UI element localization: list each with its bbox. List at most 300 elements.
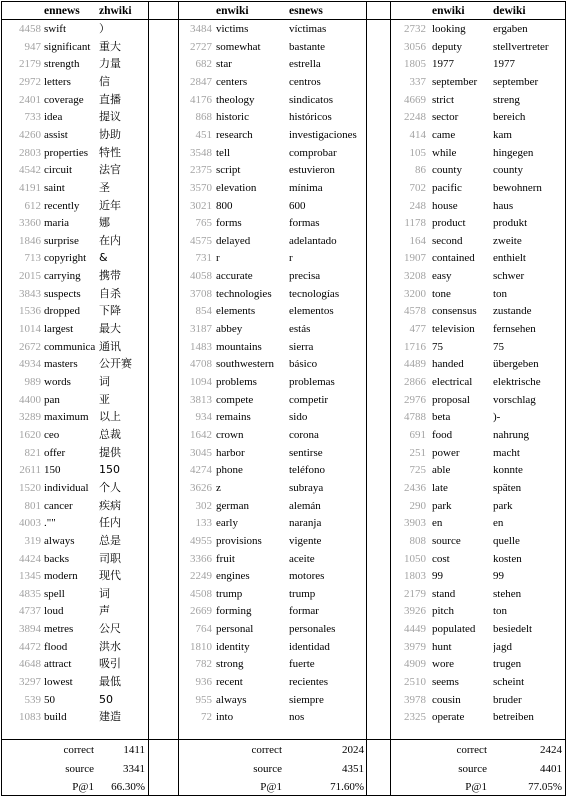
word-rank: 934 xyxy=(195,411,212,424)
source-word: recently xyxy=(44,199,80,212)
source-word: delayed xyxy=(216,234,251,247)
translation-word: september xyxy=(493,75,539,88)
word-rank: 4737 xyxy=(19,605,41,618)
translation-word: übergeben xyxy=(493,358,539,371)
word-rank: 4708 xyxy=(190,358,212,371)
stat-label-p1: P@1 xyxy=(72,781,94,793)
translation-word: 提议 xyxy=(99,110,121,124)
source-word: german xyxy=(216,499,249,512)
source-word: properties xyxy=(44,146,88,159)
word-rank: 3297 xyxy=(19,676,41,689)
translation-word: nos xyxy=(289,711,305,724)
word-rank: 3843 xyxy=(19,287,41,300)
translation-word: estrella xyxy=(289,58,321,71)
source-word: strong xyxy=(216,658,244,671)
translation-word: estuvieron xyxy=(289,164,335,177)
translation-word: )- xyxy=(493,411,501,424)
translation-word: 99 xyxy=(493,570,504,583)
source-word: ceo xyxy=(44,428,60,441)
translation-word: trugen xyxy=(493,658,522,671)
translation-word: 总裁 xyxy=(99,427,121,441)
source-word: cousin xyxy=(432,693,461,706)
translation-word: 法官 xyxy=(99,163,121,177)
translation-word: 600 xyxy=(289,199,306,212)
source-word: power xyxy=(432,446,460,459)
translation-word: 携带 xyxy=(99,269,121,283)
translation-word: 公尺 xyxy=(99,622,121,636)
word-rank: 2866 xyxy=(404,376,426,388)
source-word: loud xyxy=(44,605,64,618)
translation-word: 近年 xyxy=(99,198,121,212)
word-rank: 4909 xyxy=(404,658,426,671)
translation-word: fuerte xyxy=(289,658,315,671)
source-word: tone xyxy=(432,287,451,300)
translation-word: formas xyxy=(289,217,320,230)
source-word: house xyxy=(432,199,458,212)
word-rank: 1642 xyxy=(190,428,212,441)
source-word: hunt xyxy=(432,640,452,653)
word-rank: 3979 xyxy=(404,640,426,653)
translation-word: ergaben xyxy=(493,23,528,35)
source-word: while xyxy=(432,146,457,159)
target-language-header: esnews xyxy=(289,5,323,17)
word-rank: 4934 xyxy=(19,358,41,371)
word-rank: 105 xyxy=(409,146,426,159)
translation-word: 声 xyxy=(99,604,110,618)
source-language-header: ennews xyxy=(44,5,80,17)
source-word: came xyxy=(432,128,456,141)
translation-word: zweite xyxy=(493,234,522,247)
source-word: television xyxy=(432,323,475,336)
translation-word: 下降 xyxy=(99,304,121,318)
translation-word: problemas xyxy=(289,376,335,388)
source-word: centers xyxy=(216,75,248,88)
stat-value-correct: 2024 xyxy=(342,744,364,756)
source-word: september xyxy=(432,75,478,88)
word-rank: 1620 xyxy=(19,428,41,441)
word-rank: 1483 xyxy=(190,340,212,353)
translation-word: sindicatos xyxy=(289,93,333,106)
stat-label-correct: correct xyxy=(456,744,487,756)
source-word: proposal xyxy=(432,393,470,406)
source-word: spell xyxy=(44,587,65,600)
translation-word: 个人 xyxy=(99,480,121,494)
translation-word: 现代 xyxy=(99,569,121,583)
stat-label-p1: P@1 xyxy=(465,781,487,793)
word-rank: 4835 xyxy=(19,587,41,600)
word-rank: 3894 xyxy=(19,623,41,636)
source-word: stand xyxy=(432,587,456,600)
word-rank: 3926 xyxy=(404,605,426,618)
source-word: abbey xyxy=(216,323,243,336)
word-rank: 3366 xyxy=(190,552,212,565)
source-word: identity xyxy=(216,640,250,653)
word-rank: 2672 xyxy=(19,340,41,353)
word-rank: 4788 xyxy=(404,411,426,424)
word-rank: 989 xyxy=(24,376,41,388)
word-rank: 4449 xyxy=(404,623,426,636)
translation-word: 公开赛 xyxy=(99,357,132,371)
word-rank: 2732 xyxy=(404,23,426,35)
source-word: en xyxy=(432,517,443,530)
translation-word: sierra xyxy=(289,340,314,353)
source-word: compete xyxy=(216,393,254,406)
word-rank: 319 xyxy=(24,534,41,547)
word-rank: 2179 xyxy=(19,58,41,71)
source-word: suspects xyxy=(44,287,81,300)
source-word: always xyxy=(44,534,75,547)
word-rank: 251 xyxy=(409,446,426,459)
source-word: remains xyxy=(216,411,251,424)
word-rank: 248 xyxy=(409,199,426,212)
word-rank: 4648 xyxy=(19,658,41,671)
word-rank: 3187 xyxy=(190,323,212,336)
stat-value-correct: 1411 xyxy=(123,744,145,756)
word-rank: 2510 xyxy=(404,676,426,689)
stat-label-source: source xyxy=(458,763,487,775)
translation-word: bewohnern xyxy=(493,181,542,194)
translation-word: 特性 xyxy=(99,145,121,159)
word-rank: 2847 xyxy=(190,75,212,88)
translation-word: ） xyxy=(99,22,110,35)
word-rank: 733 xyxy=(24,111,41,124)
translation-word: 娜 xyxy=(99,216,110,230)
source-word: attract xyxy=(44,658,72,671)
word-rank: 1907 xyxy=(404,252,426,265)
translation-word: 吸引 xyxy=(99,657,121,671)
translation-word: 最大 xyxy=(99,322,121,336)
source-word: coverage xyxy=(44,93,84,106)
source-word: forms xyxy=(216,217,242,230)
source-word: 75 xyxy=(432,340,443,353)
translation-word: bereich xyxy=(493,111,526,124)
stat-value-source: 4401 xyxy=(540,763,562,775)
word-rank: 414 xyxy=(409,128,426,141)
word-rank: 3813 xyxy=(190,393,212,406)
word-rank: 4508 xyxy=(190,587,212,600)
word-rank: 4669 xyxy=(404,93,426,106)
translation-word: 协助 xyxy=(99,127,121,141)
source-word: historic xyxy=(216,111,249,124)
word-rank: 4400 xyxy=(19,393,41,406)
word-rank: 477 xyxy=(409,323,426,336)
stat-label-p1: P@1 xyxy=(260,781,282,793)
source-word: elements xyxy=(216,305,256,318)
stat-label-source: source xyxy=(253,763,282,775)
word-rank: 2972 xyxy=(19,75,41,88)
stat-value-p1: 77.05% xyxy=(528,781,562,793)
translation-word: 疾病 xyxy=(99,498,121,512)
source-word: populated xyxy=(432,623,476,636)
word-rank: 3045 xyxy=(190,446,212,459)
source-word: engines xyxy=(216,570,250,583)
word-rank: 3903 xyxy=(404,517,426,530)
translation-word: & xyxy=(99,251,108,265)
word-rank: 133 xyxy=(195,517,212,530)
translation-word: konnte xyxy=(493,464,523,477)
word-rank: 4003 xyxy=(19,517,41,530)
source-word: build xyxy=(44,711,67,724)
source-word: surprise xyxy=(44,234,79,247)
source-word: consensus xyxy=(432,305,477,318)
word-rank: 4458 xyxy=(19,23,41,35)
word-rank: 539 xyxy=(24,693,41,706)
translation-word: besiedelt xyxy=(493,623,533,636)
translation-word: 提供 xyxy=(99,445,121,459)
translation-word: 洪水 xyxy=(99,639,121,653)
translation-word: quelle xyxy=(493,534,520,547)
translation-word: county xyxy=(493,164,523,177)
translation-word: scheint xyxy=(493,676,525,689)
source-word: park xyxy=(432,499,452,512)
word-rank: 725 xyxy=(409,464,426,477)
translation-word: jagd xyxy=(493,640,512,653)
translation-word: ton xyxy=(493,287,508,300)
word-rank: 3200 xyxy=(404,287,426,300)
source-word: sector xyxy=(432,111,459,124)
translation-word: nahrung xyxy=(493,428,530,441)
translation-word: 信 xyxy=(99,74,110,88)
source-word: food xyxy=(432,428,453,441)
word-rank: 765 xyxy=(195,217,212,230)
translation-word: vorschlag xyxy=(493,393,536,406)
source-word: 99 xyxy=(432,570,443,583)
source-word: operate xyxy=(432,711,465,724)
translation-word: 以上 xyxy=(99,410,121,424)
translation-word: 总是 xyxy=(99,533,121,547)
translation-word: investigaciones xyxy=(289,128,357,141)
source-word: strength xyxy=(44,58,80,71)
word-rank: 4424 xyxy=(19,552,41,565)
source-word: 1977 xyxy=(432,58,454,71)
word-rank: 3360 xyxy=(19,217,41,230)
word-rank: 1520 xyxy=(19,481,41,494)
source-word: mountains xyxy=(216,340,262,353)
source-word: problems xyxy=(216,376,257,388)
translation-word: formar xyxy=(289,605,319,618)
word-rank: 3056 xyxy=(404,40,426,53)
translation-word: 在内 xyxy=(99,233,121,247)
word-rank: 2436 xyxy=(404,481,426,494)
stat-value-correct: 2424 xyxy=(540,744,562,756)
word-rank: 2611 xyxy=(19,464,41,477)
word-rank: 1803 xyxy=(404,570,426,583)
source-word: modern xyxy=(44,570,78,583)
stat-label-source: source xyxy=(65,763,94,775)
translation-word: elementos xyxy=(289,305,334,318)
source-word: script xyxy=(216,164,241,177)
word-rank: 1846 xyxy=(19,234,41,247)
source-word: crown xyxy=(216,428,244,441)
source-word: elevation xyxy=(216,181,257,194)
word-rank: 691 xyxy=(409,428,426,441)
source-word: wore xyxy=(432,658,454,671)
translation-word: 词 xyxy=(99,586,110,600)
translation-word: aceite xyxy=(289,552,315,565)
source-word: words xyxy=(44,376,71,388)
word-rank: 4575 xyxy=(190,234,212,247)
source-word: electrical xyxy=(432,376,473,388)
word-rank: 2803 xyxy=(19,146,41,159)
source-word: metres xyxy=(44,623,74,636)
translation-word: corona xyxy=(289,428,319,441)
word-rank: 86 xyxy=(415,164,426,177)
word-rank: 2375 xyxy=(190,164,212,177)
source-word: individual xyxy=(44,481,89,494)
translation-word: víctimas xyxy=(289,23,327,35)
source-word: beta xyxy=(432,411,451,424)
translation-word: 50 xyxy=(99,692,113,706)
translation-word: centros xyxy=(289,75,321,88)
source-word: research xyxy=(216,128,253,141)
source-word: personal xyxy=(216,623,254,636)
word-rank: 612 xyxy=(24,199,41,212)
translation-word: fernsehen xyxy=(493,323,536,336)
translation-word: 任内 xyxy=(99,516,121,530)
translation-word: kam xyxy=(493,128,512,141)
target-language-header: dewiki xyxy=(493,5,526,17)
translation-word: 圣 xyxy=(99,180,110,194)
source-word: pitch xyxy=(432,605,454,618)
word-rank: 3570 xyxy=(190,181,212,194)
stat-value-p1: 71.60% xyxy=(330,781,364,793)
source-word: provisions xyxy=(216,534,262,547)
source-word: trump xyxy=(216,587,243,600)
word-rank: 2015 xyxy=(19,270,41,283)
source-word: source xyxy=(432,534,461,547)
translation-word: stehen xyxy=(493,587,522,600)
translation-word: 词 xyxy=(99,375,110,388)
word-rank: 4176 xyxy=(190,93,212,106)
source-word: always xyxy=(216,693,247,706)
word-rank: 4542 xyxy=(19,164,41,177)
translation-word: trump xyxy=(289,587,316,600)
word-rank: 4274 xyxy=(190,464,212,477)
source-word: flood xyxy=(44,640,68,653)
source-word: technologies xyxy=(216,287,272,300)
source-word: easy xyxy=(432,270,452,283)
source-word: harbor xyxy=(216,446,245,459)
word-rank: 3548 xyxy=(190,146,212,159)
source-word: phone xyxy=(216,464,243,477)
translation-word: en xyxy=(493,517,504,530)
translation-word: mínima xyxy=(289,181,323,194)
stat-label-correct: correct xyxy=(63,744,94,756)
translation-word: adelantado xyxy=(289,234,337,247)
word-rank: 4260 xyxy=(19,128,41,141)
source-word: theology xyxy=(216,93,255,106)
source-word: into xyxy=(216,711,234,724)
translation-word: motores xyxy=(289,570,325,583)
translation-word: stellvertreter xyxy=(493,40,549,53)
word-rank: 801 xyxy=(24,499,41,512)
word-rank: 1094 xyxy=(190,376,212,388)
source-word: forming xyxy=(216,605,252,618)
source-word: saint xyxy=(44,181,65,194)
stat-value-source: 4351 xyxy=(342,763,364,775)
translation-word: hingegen xyxy=(493,146,534,159)
source-word: able xyxy=(432,464,451,477)
source-word: ."" xyxy=(44,517,56,530)
translation-word: schwer xyxy=(493,270,525,283)
word-rank: 2727 xyxy=(190,40,212,53)
source-word: recent xyxy=(216,676,243,689)
source-word: second xyxy=(432,234,463,247)
source-word: strict xyxy=(432,93,454,106)
word-rank: 2325 xyxy=(404,711,426,724)
source-word: southwestern xyxy=(216,358,275,371)
translation-word: precisa xyxy=(289,270,321,283)
translation-word: macht xyxy=(493,446,520,459)
word-rank: 1805 xyxy=(404,58,426,71)
word-rank: 764 xyxy=(195,623,212,636)
word-rank: 3484 xyxy=(190,23,212,35)
word-rank: 3978 xyxy=(404,693,426,706)
translation-word: 150 xyxy=(99,463,120,477)
translation-word: 直播 xyxy=(99,92,121,106)
translation-word: básico xyxy=(289,358,318,371)
translation-word: bruder xyxy=(493,693,522,706)
word-rank: 4472 xyxy=(19,640,41,653)
word-rank: 854 xyxy=(195,305,212,318)
translation-word: 力量 xyxy=(99,57,121,71)
source-word: swift xyxy=(44,23,66,35)
source-word: looking xyxy=(432,23,466,35)
source-word: masters xyxy=(44,358,78,371)
word-rank: 868 xyxy=(195,111,212,124)
word-rank: 164 xyxy=(409,234,426,247)
word-rank: 3289 xyxy=(19,411,41,424)
translation-word: recientes xyxy=(289,676,329,689)
word-rank: 1716 xyxy=(404,340,426,353)
target-language-header: zhwiki xyxy=(99,5,132,17)
translation-word: siempre xyxy=(289,693,324,706)
source-word: accurate xyxy=(216,270,253,283)
word-rank: 1014 xyxy=(19,323,41,336)
word-rank: 1810 xyxy=(190,640,212,653)
source-word: victims xyxy=(216,23,249,35)
footer-rule xyxy=(1,739,566,740)
word-rank: 72 xyxy=(201,711,212,724)
translation-word: park xyxy=(493,499,513,512)
translation-word: sido xyxy=(289,411,308,424)
translation-word: 最低 xyxy=(99,675,121,689)
translation-word: teléfono xyxy=(289,464,326,477)
word-rank: 731 xyxy=(195,252,212,265)
word-rank: 947 xyxy=(24,40,41,53)
word-rank: 782 xyxy=(195,658,212,671)
stat-label-correct: correct xyxy=(251,744,282,756)
stat-value-source: 3341 xyxy=(123,763,145,775)
word-rank: 451 xyxy=(195,128,212,141)
translation-word: elektrische xyxy=(493,376,541,388)
translation-word: späten xyxy=(493,481,522,494)
word-rank: 3626 xyxy=(190,481,212,494)
translation-word: bastante xyxy=(289,40,326,53)
source-word: idea xyxy=(44,111,63,124)
translation-word: r xyxy=(289,252,293,265)
word-rank: 2249 xyxy=(190,570,212,583)
word-rank: 1083 xyxy=(19,711,41,724)
source-word: fruit xyxy=(216,552,235,565)
source-word: 150 xyxy=(44,464,61,477)
source-word: dropped xyxy=(44,305,81,318)
translation-word: zustande xyxy=(493,305,532,318)
word-rank: 2401 xyxy=(19,93,41,106)
source-word: communica xyxy=(44,340,96,353)
word-rank: 4191 xyxy=(19,181,41,194)
word-rank: 702 xyxy=(409,181,426,194)
